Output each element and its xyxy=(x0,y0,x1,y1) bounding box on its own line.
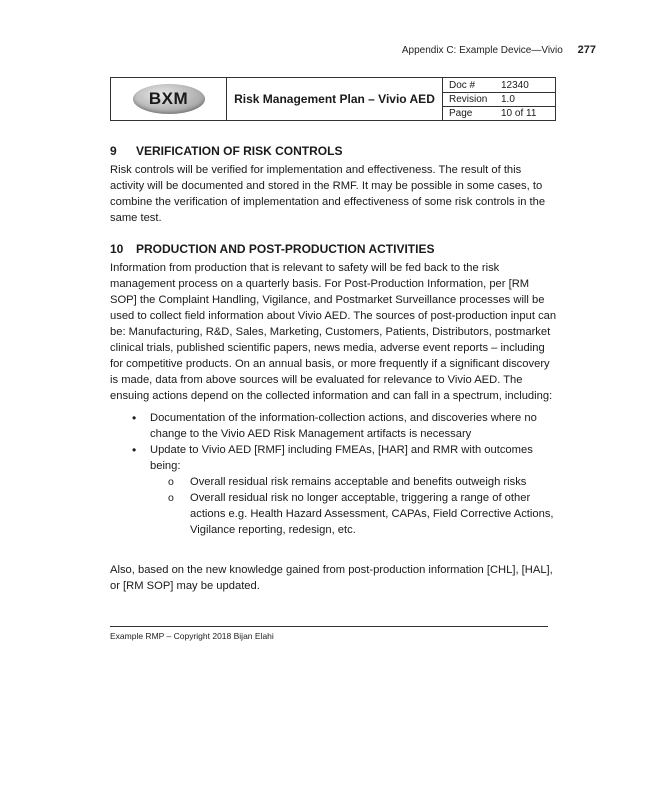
list-item xyxy=(110,442,558,538)
logo-text: BXM xyxy=(148,89,189,108)
section-9-paragraph: Risk controls will be verified for implementation and effectiveness. The result of this activity will be documented and stored in the RMF. It may be possible in some cases, to combine the verification of implementation and effectiveness of some risk controls in the same test. xyxy=(110,164,546,224)
running-header xyxy=(402,44,596,56)
bullet-text: Documentation of the information-collection actions, and discoveries where no change to the Vivio AED Risk Management artifacts is necessary xyxy=(150,412,537,440)
document-header-table xyxy=(110,77,556,121)
section-title: PRODUCTION AND POST-PRODUCTION ACTIVITIES xyxy=(136,242,435,256)
closing-paragraph: Also, based on the new knowledge gained from post-production information [CHL], [HAL], or [RM SOP] may be updated. xyxy=(110,564,553,592)
footer-divider xyxy=(110,626,548,627)
sub-bullet-text: Overall residual risk remains acceptable and benefits outweigh risks xyxy=(190,476,527,488)
footer-copyright: Example RMP – Copyright 2018 Bijan Elahi xyxy=(110,631,274,641)
meta-value: 10 of 11 xyxy=(501,108,537,119)
list-item xyxy=(110,410,558,442)
sub-list-item xyxy=(150,474,558,490)
bxm-logo xyxy=(133,84,205,114)
meta-value: 1.0 xyxy=(501,94,515,105)
section-number: 9 xyxy=(110,144,117,158)
sub-list-item xyxy=(150,490,558,538)
section-number: 10 xyxy=(110,242,124,256)
meta-value: 12340 xyxy=(501,79,529,91)
meta-label: Doc # xyxy=(449,79,476,91)
meta-row-revision xyxy=(443,92,555,106)
section-9 xyxy=(110,143,558,226)
document-title: Risk Management Plan – Vivio AED xyxy=(227,78,443,120)
action-list xyxy=(110,410,558,538)
section-title: VERIFICATION OF RISK CONTROLS xyxy=(136,144,343,158)
meta-label: Revision xyxy=(449,94,488,105)
section-10 xyxy=(110,241,558,594)
running-header-title: Appendix C: Example Device—Vivio xyxy=(401,45,563,56)
outcome-sublist xyxy=(150,474,558,538)
meta-row-page xyxy=(443,106,555,120)
meta-label: Page xyxy=(449,108,473,119)
section-10-heading xyxy=(110,241,558,257)
page-number: 277 xyxy=(577,44,596,56)
document-meta xyxy=(443,78,555,120)
meta-row-doc xyxy=(443,78,555,92)
section-10-paragraph: Information from production that is relevant to safety will be fed back to the risk management process on a quarterly basis. For Post-Production Information, per [RM SOP] the Complaint Handling, Vigilance, and Postmarket Surveillance processes will be used to collect field information about Vivio AED. The sources of post-production input can be: Manufacturing, R&D, Sales, Marketing, Customers, Patients, Distributors, postmarket clinical trials, published scientific papers, news media, adverse event reports – including for competitive products. On an annual basis, or more frequently if a significant discovery is made, data from above sources will be evaluated for relevance to Vivio AED. The ensuing actions depend on the collected information and can fall in a spectrum, including: xyxy=(110,262,557,402)
logo-cell xyxy=(111,78,227,120)
section-9-heading xyxy=(110,143,558,159)
sub-bullet-text: Overall residual risk no longer acceptable, triggering a range of other actions e.g. Health Hazard Assessment, CAPAs, Field Corrective Actions, Vigilance reporting, redesign, etc. xyxy=(190,492,554,536)
bullet-text: Update to Vivio AED [RMF] including FMEAs, [HAR] and RMR with outcomes being: xyxy=(150,444,533,472)
